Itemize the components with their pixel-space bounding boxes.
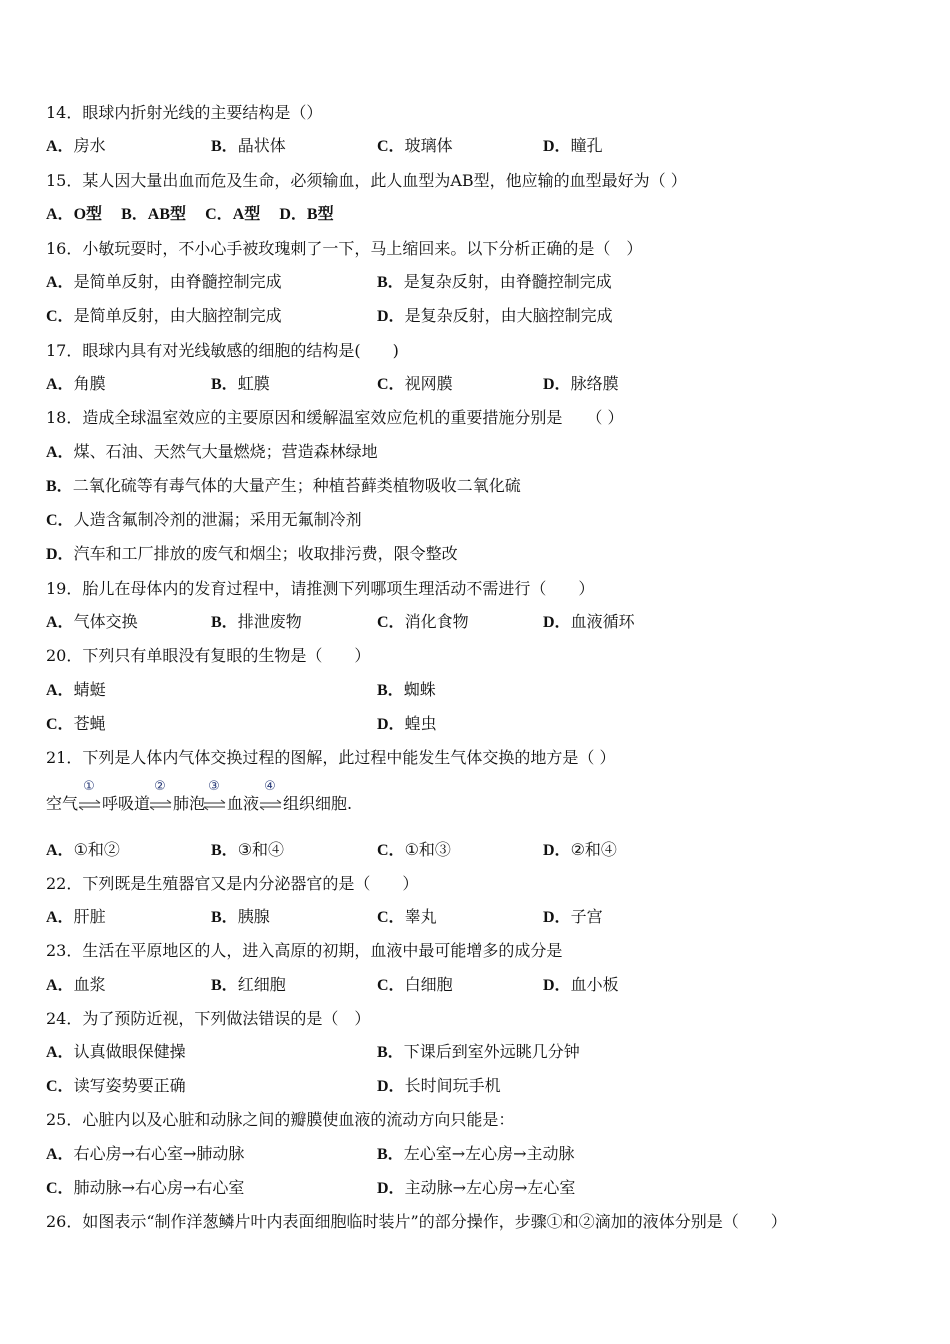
- q15-options: [46, 203, 348, 226]
- q25-option-c[interactable]: C．肺动脉→右心房→右心室: [46, 1178, 245, 1197]
- q16-option-c[interactable]: C．是简单反射，由大脑控制完成: [46, 306, 282, 325]
- q20-option-a[interactable]: A．蜻蜓: [46, 680, 106, 699]
- q17-option-b[interactable]: B．虹膜: [211, 374, 270, 393]
- diagram-node-alveoli: 肺泡: [173, 794, 206, 813]
- question-19-stem: 19．胎儿在母体内的发育过程中，请推测下列哪项生理活动不需进行（ ）: [46, 579, 595, 598]
- diagram-label-1: ①: [83, 779, 95, 794]
- diagram-label-3: ③: [208, 779, 220, 794]
- q16-option-a[interactable]: A．是简单反射，由脊髓控制完成: [46, 272, 282, 291]
- q21-option-a[interactable]: A．①和②: [46, 840, 120, 859]
- diagram-node-air: 空气: [46, 794, 79, 813]
- question-21-stem: 21．下列是人体内气体交换过程的图解，此过程中能发生气体交换的地方是（ ）: [46, 748, 616, 767]
- q23-option-a[interactable]: A．血浆: [46, 975, 106, 994]
- diagram-node-tissue-cells: 组织细胞.: [283, 794, 353, 813]
- q15-option-a[interactable]: A．O型: [46, 206, 103, 223]
- q22-option-b[interactable]: B．胰腺: [211, 907, 270, 926]
- q14-option-d[interactable]: D．瞳孔: [543, 136, 603, 155]
- q14-option-b[interactable]: B．晶状体: [211, 136, 286, 155]
- q15-option-b[interactable]: B．AB型: [121, 206, 187, 223]
- q19-option-b[interactable]: B．排泄废物: [211, 612, 302, 631]
- question-22-stem: 22．下列既是生殖器官又是内分泌器官的是（ ）: [46, 874, 419, 893]
- question-16-stem: 16．小敏玩耍时，不小心手被玫瑰刺了一下，马上缩回来。以下分析正确的是（ ）: [46, 239, 643, 258]
- q24-option-a[interactable]: A．认真做眼保健操: [46, 1042, 186, 1061]
- question-25-stem: 25．心脏内以及心脏和动脉之间的瓣膜使血液的流动方向只能是：: [46, 1110, 515, 1129]
- q21-option-c[interactable]: C．①和③: [377, 840, 451, 859]
- q19-option-d[interactable]: D．血液循环: [543, 612, 635, 631]
- q14-option-a[interactable]: A．房水: [46, 136, 106, 155]
- diagram-label-2: ②: [154, 779, 166, 794]
- q18-option-a[interactable]: A．煤、石油、天然气大量燃烧；营造森林绿地: [46, 442, 378, 461]
- q24-option-b[interactable]: B．下课后到室外远眺几分钟: [377, 1042, 580, 1061]
- q25-option-d[interactable]: D．主动脉→左心房→左心室: [377, 1178, 576, 1197]
- question-15-stem: 15．某人因大量出血而危及生命，必须输血，此人血型为AB型，他应输的血型最好为（ ）: [46, 171, 687, 190]
- gas-exchange-diagram: [46, 776, 466, 822]
- q18-option-c[interactable]: C．人造含氟制冷剂的泄漏；采用无氟制冷剂: [46, 510, 362, 529]
- q18-option-d[interactable]: D．汽车和工厂排放的废气和烟尘；收取排污费，限令整改: [46, 544, 458, 563]
- q21-option-d[interactable]: D．②和④: [543, 840, 617, 859]
- q19-option-a[interactable]: A．气体交换: [46, 612, 138, 631]
- q17-option-a[interactable]: A．角膜: [46, 374, 106, 393]
- q17-option-d[interactable]: D．脉络膜: [543, 374, 619, 393]
- q23-option-c[interactable]: C．白细胞: [377, 975, 453, 994]
- question-23-stem: 23．生活在平原地区的人，进入高原的初期，血液中最可能增多的成分是: [46, 941, 563, 960]
- gas-exchange-arrows: [46, 776, 466, 822]
- q16-option-b[interactable]: B．是复杂反射，由脊髓控制完成: [377, 272, 612, 291]
- question-26-stem: 26．如图表示“制作洋葱鳞片叶内表面细胞临时装片”的部分操作，步骤①和②滴加的液体分别是（ ）: [46, 1212, 787, 1231]
- q22-option-c[interactable]: C．睾丸: [377, 907, 437, 926]
- q15-option-d[interactable]: D．B型: [279, 206, 334, 223]
- question-20-stem: 20．下列只有单眼没有复眼的生物是（ ）: [46, 646, 371, 665]
- question-14-stem: 14．眼球内折射光线的主要结构是（）: [46, 103, 323, 122]
- q24-option-c[interactable]: C．读写姿势要正确: [46, 1076, 186, 1095]
- question-17-stem: 17．眼球内具有对光线敏感的细胞的结构是( ): [46, 341, 399, 360]
- q19-option-c[interactable]: C．消化食物: [377, 612, 469, 631]
- question-24-stem: 24．为了预防近视，下列做法错误的是（ ）: [46, 1009, 371, 1028]
- q25-option-a[interactable]: A．右心房→右心室→肺动脉: [46, 1144, 245, 1163]
- q15-option-c[interactable]: C．A型: [205, 206, 261, 223]
- q24-option-d[interactable]: D．长时间玩手机: [377, 1076, 501, 1095]
- q23-option-b[interactable]: B．红细胞: [211, 975, 286, 994]
- q16-option-d[interactable]: D．是复杂反射，由大脑控制完成: [377, 306, 613, 325]
- q20-option-d[interactable]: D．蝗虫: [377, 714, 437, 733]
- question-18-stem: 18．造成全球温室效应的主要原因和缓解温室效应危机的重要措施分别是 （ ）: [46, 408, 624, 427]
- q22-option-d[interactable]: D．子宫: [543, 907, 603, 926]
- diagram-node-blood: 血液: [227, 794, 260, 813]
- q21-option-b[interactable]: B．③和④: [211, 840, 285, 859]
- diagram-label-4: ④: [264, 779, 276, 794]
- q14-option-c[interactable]: C．玻璃体: [377, 136, 453, 155]
- q17-option-c[interactable]: C．视网膜: [377, 374, 453, 393]
- diagram-node-airway: 呼吸道: [102, 794, 151, 813]
- q25-option-b[interactable]: B．左心室→左心房→主动脉: [377, 1144, 575, 1163]
- q20-option-c[interactable]: C．苍蝇: [46, 714, 106, 733]
- q22-option-a[interactable]: A．肝脏: [46, 907, 106, 926]
- q20-option-b[interactable]: B．蜘蛛: [377, 680, 436, 699]
- q18-option-b[interactable]: B．二氧化硫等有毒气体的大量产生；种植苔藓类植物吸收二氧化硫: [46, 476, 521, 495]
- q23-option-d[interactable]: D．血小板: [543, 975, 619, 994]
